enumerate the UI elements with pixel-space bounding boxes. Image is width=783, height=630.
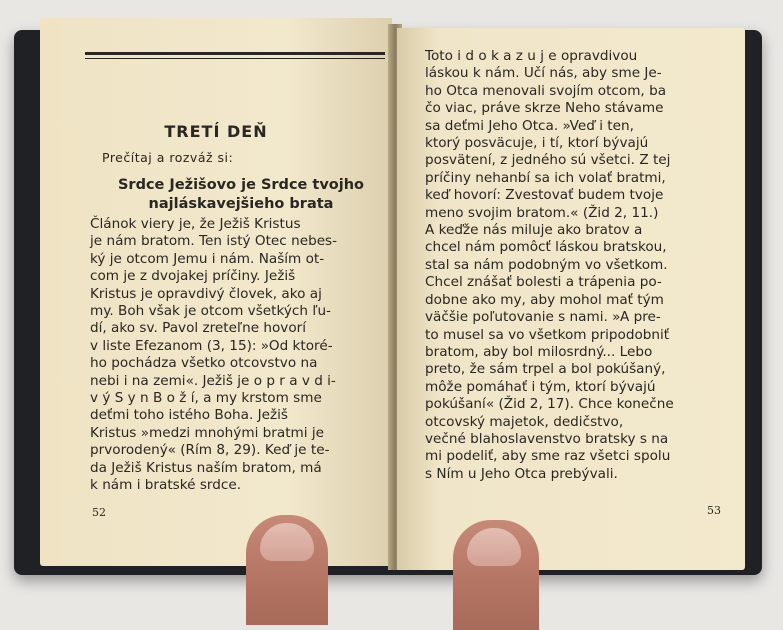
text-line: da Ježiš Kristus naším bratom, má [90, 459, 322, 476]
text-line: môže pomáhať i tým, ktorí bývajú [425, 378, 656, 395]
thumb-right [453, 520, 539, 630]
text-line: Kristus je opravdivý človek, ako aj [90, 285, 322, 302]
heading-line: Srdce Ježišovo je Srdce tvojho [117, 177, 365, 193]
text-line: keď hovorí: Zvestovať budem tvoje [425, 187, 664, 204]
left-page [40, 18, 392, 566]
text-line: ho pochádza všetko otcovstvo na [90, 355, 318, 372]
text-line: preto, že sám trpel a bol pokúšaný, [425, 361, 666, 378]
right-body-text [425, 48, 725, 483]
text-line: Článok viery je, že Ježiš Kristus [90, 216, 301, 232]
text-line: ký je otcom Jemu i nám. Naším ot- [90, 250, 325, 267]
thumbnail-left [260, 523, 314, 561]
text-line: to musel sa vo všetkom pripodobniť [425, 326, 670, 343]
text-line: pokúšaní« (Žid 2, 17). Chce konečne [425, 396, 674, 413]
thumbnail-right [467, 528, 521, 566]
text-line: v ý S y n B o ž í, a my krstom sme [90, 390, 322, 407]
text-line: bratom, aby bol milosrdný... Lebo [425, 343, 653, 360]
instruction-text: Prečítaj a rozváž si: [102, 150, 234, 165]
thumb-left [246, 515, 328, 625]
text-line: Chcel znášať bolesti a trápenia po- [425, 274, 662, 291]
text-line: meno svojim bratom.« (Žid 2, 11.) [425, 204, 659, 221]
text-line: my. Boh však je otcom všetkých ľu- [90, 303, 331, 320]
text-line: čo viac, práve skrze Neho stávame [425, 100, 664, 117]
text-line: príčiny nehanbí sa ich volať bratmi, [425, 169, 666, 186]
day-title: TRETÍ DEŇ [164, 122, 268, 141]
text-line: je nám bratom. Ten istý Otec nebes- [90, 233, 338, 250]
text-line: A keďže nás miluje ako bratov a [425, 222, 643, 239]
section-heading [96, 176, 386, 214]
text-line: ho Otca menovali svojím otcom, ba [425, 82, 667, 99]
text-line: väčšie poľutovanie s nami. »A pre- [425, 309, 661, 326]
text-line: dí, ako sv. Pavol zreteľne hovorí [90, 320, 307, 337]
text-line: stal sa nám podobným vo všetkom. [425, 256, 668, 273]
left-body-text [90, 216, 390, 495]
text-line: dobne ako my, aby mohol mať tým [425, 291, 664, 308]
text-line: mi podeliť, aby sme raz všetci spolu [425, 448, 671, 465]
header-rule [85, 52, 385, 55]
text-line: otcovský majetok, dedičstvo, [425, 413, 624, 430]
text-line: com je z dvojakej príčiny. Ježiš [90, 268, 296, 285]
text-line: v liste Efezanom (3, 15): »Od ktoré- [90, 337, 333, 354]
text-line: Kristus »medzi mnohými bratmi je [90, 424, 325, 441]
header-rule-thin [85, 58, 385, 59]
heading-line: najláskavejšieho brata [148, 196, 334, 212]
text-line: nebi i na zemi«. Ježiš je o p r a v d i- [90, 372, 336, 389]
text-line: ktorý posväcuje, i tí, ktorí bývajú [425, 135, 649, 152]
text-line: chcel nám pomôcť láskou bratskou, [425, 239, 667, 256]
text-line: večné blahoslavenstvo bratsky s na [425, 430, 669, 447]
text-line: posvätení, z jedného sú všetci. Z tej [425, 152, 671, 169]
text-line: prvorodený« (Rím 8, 29). Keď je te- [90, 442, 330, 459]
text-line: Toto i d o k a z u j e opravdivou [425, 48, 638, 64]
page-number-right: 53 [707, 504, 721, 517]
text-line: k nám i bratské srdce. [90, 477, 242, 494]
text-line: láskou k nám. Učí nás, aby sme Je- [425, 65, 662, 82]
text-line: deťmi toho istého Boha. Ježiš [90, 407, 288, 424]
page-number-left: 52 [92, 506, 106, 519]
text-line: s Ním u Jeho Otca prebývali. [425, 465, 618, 482]
right-page [397, 28, 745, 570]
text-line: sa deťmi Jeho Otca. »Veď i ten, [425, 117, 634, 134]
